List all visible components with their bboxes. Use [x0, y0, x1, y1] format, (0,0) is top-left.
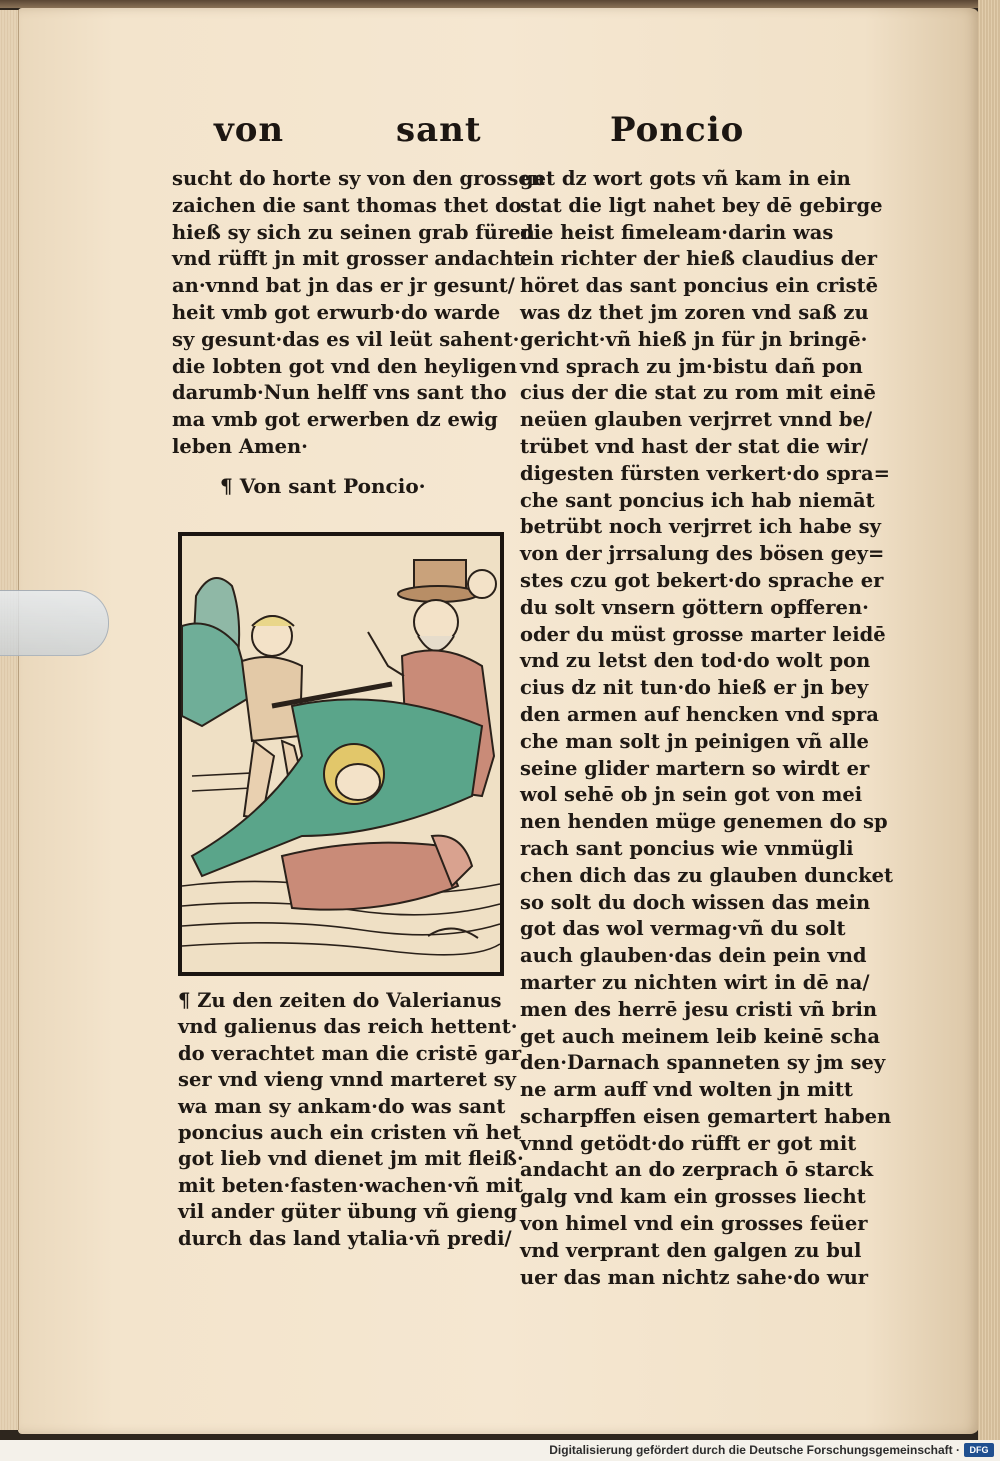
text-line: rach sant poncius wie vnmügli: [520, 836, 854, 860]
text-line: ne arm auff vnd wolten jn mitt: [520, 1078, 853, 1102]
text-line: stat die ligt nahet bey dē gebirge: [520, 193, 883, 217]
header-center: sant: [396, 110, 482, 150]
text-line: got das wol vermag·vñ du solt: [520, 917, 846, 941]
text-line: che sant poncius ich hab niemāt: [520, 488, 875, 512]
text-line: du solt vnsern göttern opfferen·: [520, 595, 869, 619]
text-line: die lobten got vnd den heyligen: [172, 354, 517, 378]
section-heading: ¶ Von sant Poncio·: [220, 474, 426, 498]
text-line: andacht an do zerprach ō starck: [520, 1158, 874, 1182]
text-line: leben Amen·: [172, 434, 308, 458]
text-line: vnd sprach zu jm·bistu dañ pon: [520, 354, 863, 378]
text-line: die heist fimeleam·darin was: [520, 220, 834, 244]
text-line: so solt du doch wissen das mein: [520, 890, 871, 914]
right-column-text: [520, 166, 894, 1291]
text-line: che man solt jn peinigen vñ alle: [520, 729, 869, 753]
text-line: ¶ Zu den zeiten do Valerianus: [178, 989, 502, 1012]
text-line: an·vnnd bat jn das er jr gesunt/: [172, 274, 515, 298]
book-top-edge: [0, 0, 1000, 8]
text-line: ma vmb got erwerben dz ewig: [172, 408, 498, 432]
text-line: vil ander güter übung vñ gieng: [178, 1200, 518, 1224]
text-line: durch das land ytalia·vñ predi/: [178, 1226, 512, 1250]
left-column-top-text: [172, 166, 545, 461]
woodcut-martyrdom-image: [182, 536, 500, 972]
page-stack-right: [978, 0, 1000, 1440]
text-line: sy gesunt·das es vil leüt sahent·: [172, 327, 520, 351]
text-line: cius dz nit tun·do hieß er jn bey: [520, 676, 869, 700]
text-line: auch glauben·das dein pein vnd: [520, 944, 867, 968]
text-line: cius der die stat zu rom mit einē: [520, 381, 876, 405]
text-line: galg vnd kam ein grosses liecht: [520, 1185, 866, 1209]
text-line: stes czu got bekert·do sprache er: [520, 568, 884, 592]
text-line: gericht·vñ hieß jn für jn bringē·: [520, 327, 868, 351]
text-line: ser vnd vieng vnnd marteret sy: [178, 1068, 516, 1092]
text-line: ein richter der hieß claudius der: [520, 247, 878, 271]
header-left: von: [214, 110, 285, 150]
text-line: vnd galienus das reich hettent·: [178, 1015, 518, 1039]
text-line: scharpffen eisen gemartert haben: [520, 1104, 892, 1128]
text-line: von himel vnd ein grosses feüer: [520, 1212, 868, 1236]
header-right: Poncio: [610, 110, 745, 150]
text-line: get dz wort gots vñ kam in ein: [520, 167, 851, 190]
text-line: den·Darnach spanneten sy jm sey: [520, 1051, 886, 1075]
footer-credit: Digitalisierung gefördert durch die Deutsche Forschungsgemeinschaft ·: [549, 1443, 960, 1457]
text-line: do verachtet man die cristē gar: [178, 1041, 522, 1065]
text-line: trübet vnd hast der stat die wir/: [520, 434, 869, 458]
text-line: oder du müst grosse marter leidē: [520, 622, 886, 646]
text-line: vnnd getödt·do rüfft er got mit: [520, 1131, 857, 1155]
text-line: heit vmb got erwurb·do warde: [172, 300, 501, 324]
text-line: chen dich das zu glauben duncket: [520, 863, 894, 887]
dfg-logo: DFG: [964, 1443, 994, 1457]
text-line: höret das sant poncius ein cristē: [520, 274, 879, 298]
text-line: darumb·Nun helff vns sant tho: [172, 381, 507, 405]
text-line: nen henden müge genemen do sp: [520, 810, 888, 834]
text-line: zaichen die sant thomas thet do: [172, 193, 522, 217]
text-line: digesten fürsten verkert·do spra=: [520, 461, 890, 485]
text-line: wa man sy ankam·do was sant: [178, 1094, 506, 1118]
text-line: got lieb vnd dienet jm mit fleiß·: [178, 1147, 524, 1171]
text-line: den armen auf hencken vnd spra: [520, 702, 879, 726]
left-column-bottom-text: [178, 988, 524, 1252]
text-line: get auch meinem leib keinē scha: [520, 1024, 880, 1048]
text-line: men des herrē jesu cristi vñ brin: [520, 997, 878, 1021]
text-line: hieß sy sich zu seinen grab füren: [172, 220, 535, 244]
text-line: betrübt noch verjrret ich habe sy: [520, 515, 881, 539]
text-line: vnd rüfft jn mit grosser andacht: [172, 247, 523, 271]
page-holder-clip: [0, 590, 109, 656]
page-stack-left: [0, 10, 19, 1430]
text-line: vnd verprant den galgen zu bul: [520, 1238, 862, 1262]
footer-bar: [0, 1440, 1000, 1461]
text-line: was dz thet jm zoren vnd saß zu: [520, 300, 869, 324]
text-line: mit beten·fasten·wachen·vñ mit: [178, 1173, 523, 1197]
text-line: uer das man nichtz sahe·do wur: [520, 1265, 869, 1289]
text-line: von der jrrsalung des bösen gey=: [520, 542, 885, 566]
text-line: neüen glauben verjrret vnnd be/: [520, 408, 873, 432]
text-line: wol sehē ob jn sein got von mei: [520, 783, 863, 807]
text-line: vnd zu letst den tod·do wolt pon: [520, 649, 871, 673]
text-line: seine glider martern so wirdt er: [520, 756, 870, 780]
text-line: poncius auch ein cristen vñ het: [178, 1120, 522, 1144]
woodcut-illustration: [178, 532, 504, 976]
text-line: sucht do horte sy von den grossen: [172, 167, 545, 190]
running-header: [0, 110, 1000, 160]
text-line: marter zu nichten wirt in dē na/: [520, 970, 870, 994]
